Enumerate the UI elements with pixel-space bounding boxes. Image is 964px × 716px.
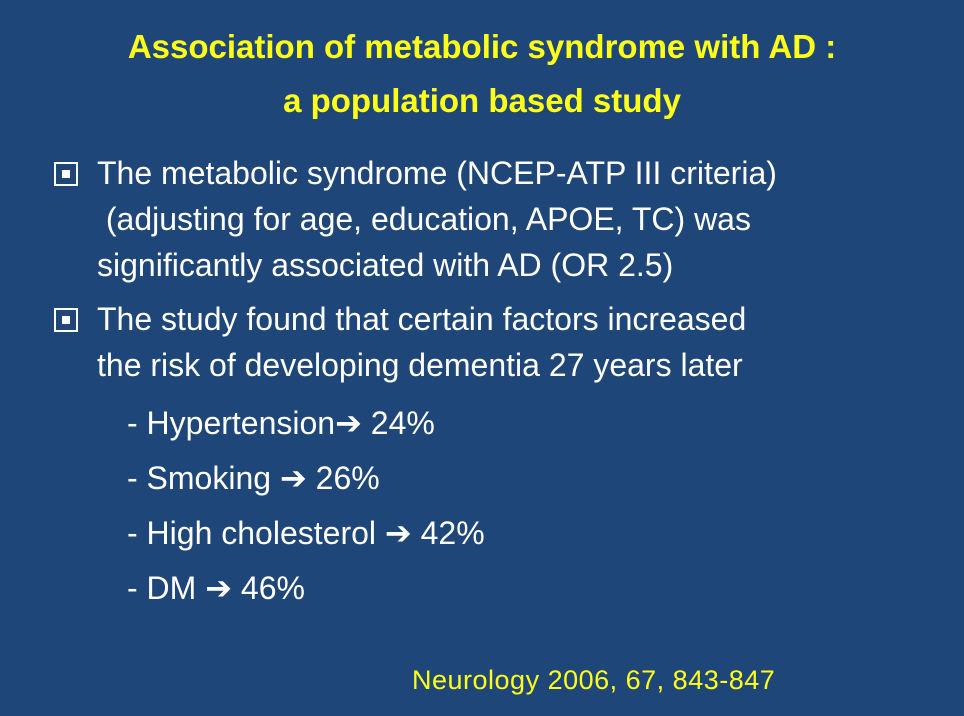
citation: Neurology 2006, 67, 843-847 [412,665,776,695]
risk-factor-value: 42% [411,515,485,551]
risk-factor-list [127,396,932,616]
bullet-1-line-3: significantly associated with AD (OR 2.5) [97,247,674,283]
title-line-2: a population based study [283,82,681,119]
bullet-1-line-1: The metabolic syndrome (NCEP-ATP III criteria) [97,155,777,191]
risk-factor-high-cholesterol [127,506,932,561]
risk-factor-label: - High cholesterol [127,515,385,551]
boxed-square-bullet-icon [54,162,78,186]
risk-factor-value: 26% [306,460,380,496]
slide-title [0,20,964,128]
bullet-list [52,150,932,616]
right-arrow-icon: ➔ [279,460,307,496]
bullet-text-2 [97,296,932,388]
risk-factor-label: - Hypertension [127,405,336,441]
right-arrow-icon: ➔ [384,515,412,551]
right-arrow-icon: ➔ [335,405,362,441]
bullet-text-1 [97,150,932,288]
bullet-2-line-2: the risk of developing dementia 27 years later [97,347,743,383]
risk-factor-hypertension [127,396,932,451]
bullet-2-line-1: The study found that certain factors increased [97,301,747,337]
risk-factor-smoking [127,451,932,506]
bullet-1-line-2: (adjusting for age, education, APOE, TC) was [97,201,751,237]
risk-factor-value: 24% [361,405,435,441]
risk-factor-dm [127,561,932,616]
right-arrow-icon: ➔ [205,570,233,606]
risk-factor-value: 46% [232,570,305,606]
title-line-1: Association of metabolic syndrome with AD : [127,28,837,65]
risk-factor-label: - Smoking [127,460,280,496]
bullet-item-1 [52,150,932,288]
bullet-item-2 [52,296,932,388]
boxed-square-bullet-icon [54,308,78,332]
risk-factor-label: - DM [127,570,206,606]
